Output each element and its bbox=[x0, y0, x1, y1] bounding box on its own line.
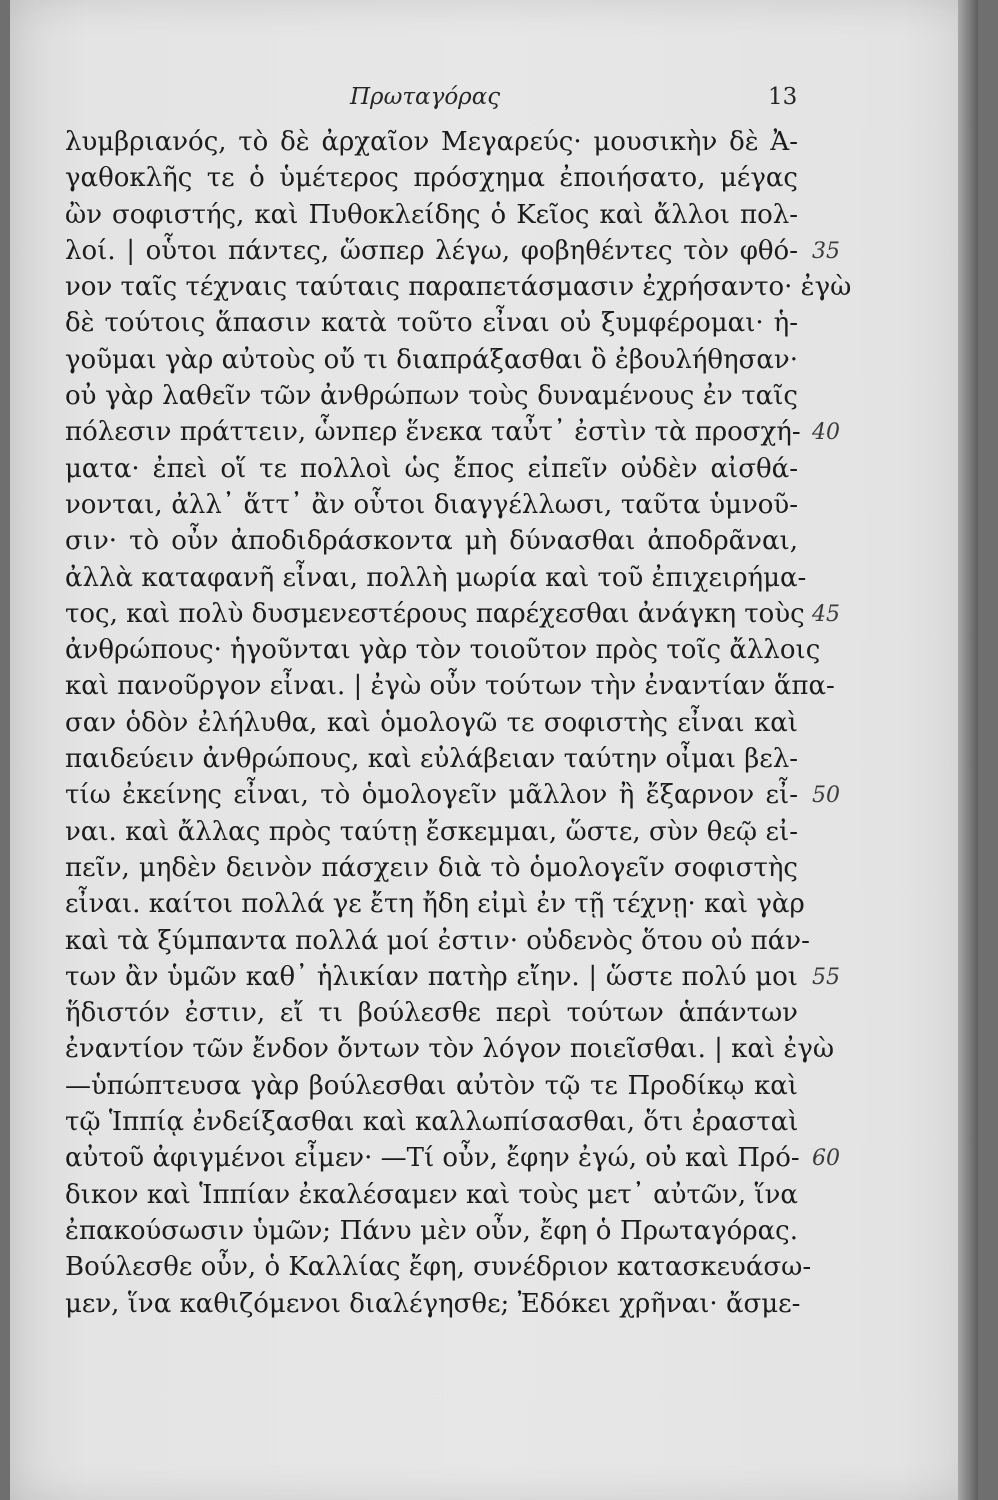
text-line: καὶ τὰ ξύμπαντα πολλά μοί ἐστιν· οὐδενὸς ὅτου οὐ πάν- bbox=[65, 925, 810, 956]
text-line: των ἂν ὑμῶν καθ᾽ ἡλικίαν πατὴρ εἴην. | ὥστε πολύ μοι bbox=[65, 961, 798, 992]
text-line: γοῦμαι γὰρ αὐτοὺς οὔ τι διαπράξασθαι ὃ ἐβουλήθησαν· bbox=[65, 344, 798, 375]
text-line: πόλεσιν πράττειν, ὧνπερ ἕνεκα ταὖτ᾽ ἐστὶν τὰ προσχή- bbox=[65, 417, 801, 448]
text-line: καὶ πανοῦργον εἶναι. | ἐγὼ οὖν τούτων τὴν ἐναντίαν ἅπα- bbox=[65, 671, 835, 702]
text-line: αὐτοῦ ἀφιγμένοι εἶμεν· —Τί οὖν, ἔφην ἐγώ, οὐ καὶ Πρό- bbox=[65, 1143, 800, 1174]
text-line: δικον καὶ Ἱππίαν ἐκαλέσαμεν καὶ τοὺς μετ᾽ αὐτῶν, ἵνα bbox=[65, 1179, 798, 1210]
margin-line-number: 45 bbox=[812, 601, 840, 627]
margin-line-number: 40 bbox=[812, 420, 840, 446]
text-line: τος, καὶ πολὺ δυσμενεστέρους παρέχεσθαι ἀνάγκη τοὺς bbox=[65, 598, 805, 629]
text-line: ἐπακούσωσιν ὑμῶν; Πάνυ μὲν οὖν, ἔφη ὁ Πρωταγόρας. bbox=[65, 1215, 798, 1246]
margin-line-number: 50 bbox=[812, 783, 840, 809]
text-line: ναι. καὶ ἄλλας πρὸς ταύτῃ ἔσκεμμαι, ὥστε, σὺν θεῷ εἰ- bbox=[65, 816, 798, 847]
book-page bbox=[10, 0, 978, 1500]
text-line: ἀνθρώπους· ἡγοῦνται γὰρ τὸν τοιοῦτον πρὸς τοῖς ἄλλοις bbox=[65, 635, 821, 666]
text-line: πεῖν, μηδὲν δεινὸν πάσχειν διὰ τὸ ὁμολογεῖν σοφιστὴς bbox=[65, 852, 798, 883]
text-line: μεν, ἵνα καθιζόμενοι διαλέγησθε; Ἐδόκει χρῆναι· ἄσμε- bbox=[65, 1288, 801, 1319]
text-line: ὢν σοφιστής, καὶ Πυθοκλείδης ὁ Κεῖος καὶ ἄλλοι πολ- bbox=[65, 199, 798, 230]
running-title: Πρωταγόρας bbox=[350, 84, 501, 110]
text-line: λοί. | οὗτοι πάντες, ὥσπερ λέγω, φοβηθέντες τὸν φθό- bbox=[65, 235, 798, 266]
text-line: ματα· ἐπεὶ οἵ τε πολλοὶ ὡς ἔπος εἰπεῖν οὐδὲν αἰσθά- bbox=[65, 453, 798, 484]
text-line: σιν· τὸ οὖν ἀποδιδράσκοντα μὴ δύνασθαι ἀποδρᾶναι, bbox=[65, 526, 798, 557]
text-line: γαθοκλῆς τε ὁ ὑμέτερος πρόσχημα ἐποιήσατο, μέγας bbox=[65, 163, 798, 194]
margin-line-number: 55 bbox=[812, 964, 840, 990]
text-line: νονται, ἀλλ᾽ ἅττ᾽ ἂν οὗτοι διαγγέλλωσι, ταῦτα ὑμνοῦ- bbox=[65, 489, 798, 520]
text-line: εἶναι. καίτοι πολλά γε ἔτη ἤδη εἰμὶ ἐν τῇ τέχνῃ· καὶ γὰρ bbox=[65, 889, 805, 920]
text-line: τῷ Ἱππίᾳ ἐνδείξασθαι καὶ καλλωπίσασθαι, ὅτι ἐρασταὶ bbox=[65, 1107, 799, 1138]
margin-line-number: 35 bbox=[812, 238, 840, 264]
text-line: ἀλλὰ καταφανῆ εἶναι, πολλὴ μωρία καὶ τοῦ ἐπιχειρήμα- bbox=[65, 562, 807, 593]
text-line: τίω ἐκείνης εἶναι, τὸ ὁμολογεῖν μᾶλλον ἢ ἔξαρνον εἶ- bbox=[65, 780, 798, 811]
text-line: —ὑπώπτευσα γὰρ βούλεσθαι αὐτὸν τῷ τε Προδίκῳ καὶ bbox=[65, 1070, 798, 1101]
text-line: νον ταῖς τέχναις ταύταις παραπετάσμασιν ἐχρήσαντο· ἐγὼ bbox=[65, 272, 852, 303]
text-line: Βούλεσθε οὖν, ὁ Καλλίας ἔφη, συνέδριον κατασκευάσω- bbox=[65, 1252, 812, 1283]
text-line: δὲ τούτοις ἅπασιν κατὰ τοῦτο εἶναι οὐ ξυμφέρομαι· ἡ- bbox=[65, 308, 798, 339]
text-line: παιδεύειν ἀνθρώπους, καὶ εὐλάβειαν ταύτην οἶμαι βελ- bbox=[65, 744, 798, 775]
text-line: ἥδιστόν ἐστιν, εἴ τι βούλεσθε περὶ τούτων ἁπάντων bbox=[65, 998, 798, 1029]
text-line: οὐ γὰρ λαθεῖν τῶν ἀνθρώπων τοὺς δυναμένους ἐν ταῖς bbox=[65, 381, 798, 412]
text-line: ἐναντίον τῶν ἔνδον ὄντων τὸν λόγον ποιεῖσθαι. | καὶ ἐγὼ bbox=[65, 1034, 835, 1065]
margin-line-number: 60 bbox=[812, 1146, 840, 1172]
page-number: 13 bbox=[768, 84, 798, 110]
text-line: σαν ὁδὸν ἐλήλυθα, καὶ ὁμολογῶ τε σοφιστὴς εἶναι καὶ bbox=[65, 707, 798, 738]
page-edge bbox=[958, 0, 978, 1500]
text-line: λυμβριανός, τὸ δὲ ἀρχαῖον Μεγαρεύς· μουσικὴν δὲ Ἀ- bbox=[65, 127, 798, 157]
